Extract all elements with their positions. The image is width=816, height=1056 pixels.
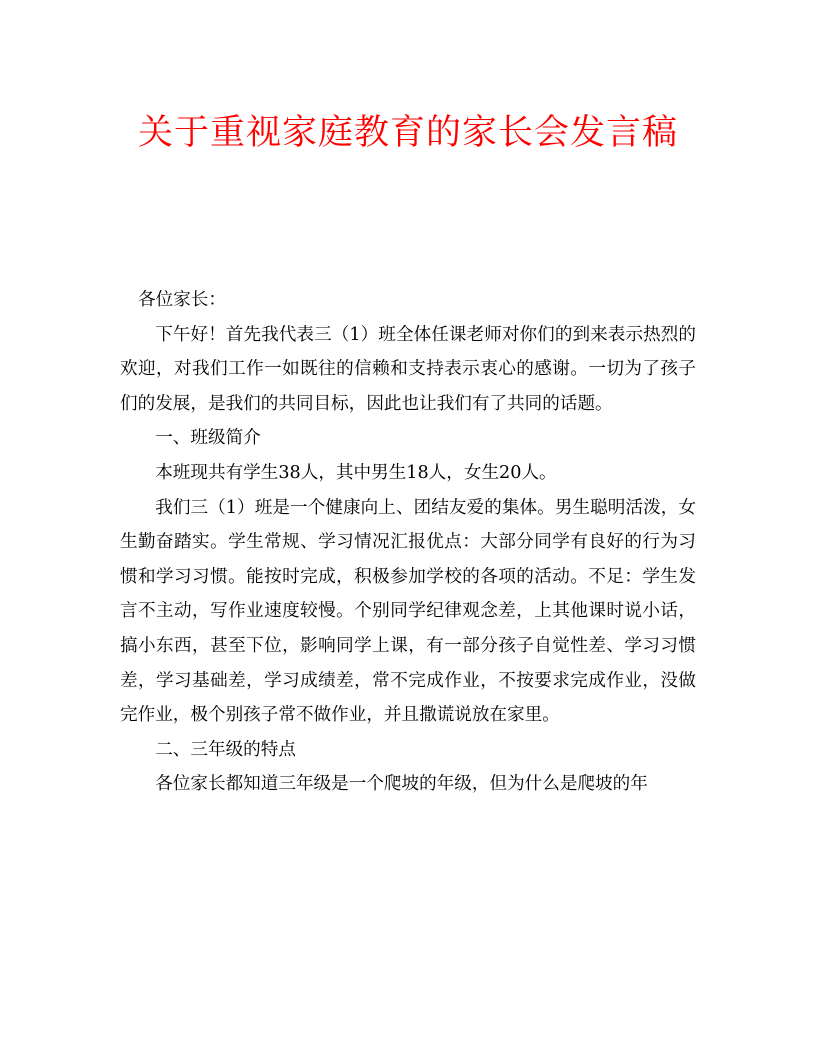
section-heading-class-intro: 一、班级简介 (155, 428, 261, 449)
paragraph-greeting: 下午好！首先我代表三（1）班全体任课老师对你们的到来表示热烈的欢迎，对我们工作一如既往的信赖和支持表示衷心的感谢。一切为了孩子们的发展，是我们的共同目标，因此也让我们有了共同的话题。 (120, 324, 696, 414)
salutation: 各位家长： (138, 290, 226, 310)
paragraph-grade-features: 各位家长都知道三年级是一个爬坡的年级，但为什么是爬坡的年 (155, 774, 648, 795)
document-title: 关于重视家庭教育的家长会发言稿 (137, 113, 678, 153)
section-heading-grade-features: 二、三年级的特点 (155, 739, 296, 760)
paragraph-class-size: 本班现共有学生38人，其中男生18人，女生20人。 (155, 462, 557, 483)
paragraph-class-description: 我们三（1）班是一个健康向上、团结友爱的集体。男生聪明活泼，女生勤奋踏实。学生常规、学习情况汇报优点：大部分同学有良好的行为习惯和学习习惯。能按时完成，积极参加学校的各项的活动。不足：学生发言不主动，写作业速度较慢。个别同学纪律观念差，上其他课时说小话，搞小东西，甚至下位，影响同学上课，有一部分孩子自觉性差、学习习惯差，学习基础差，学习成绩差，常不完成作业，不按要求完成作业，没做完作业，极个别孩子常不做作业，并且撒谎说放在家里。 (120, 497, 696, 726)
document-body (120, 283, 696, 802)
